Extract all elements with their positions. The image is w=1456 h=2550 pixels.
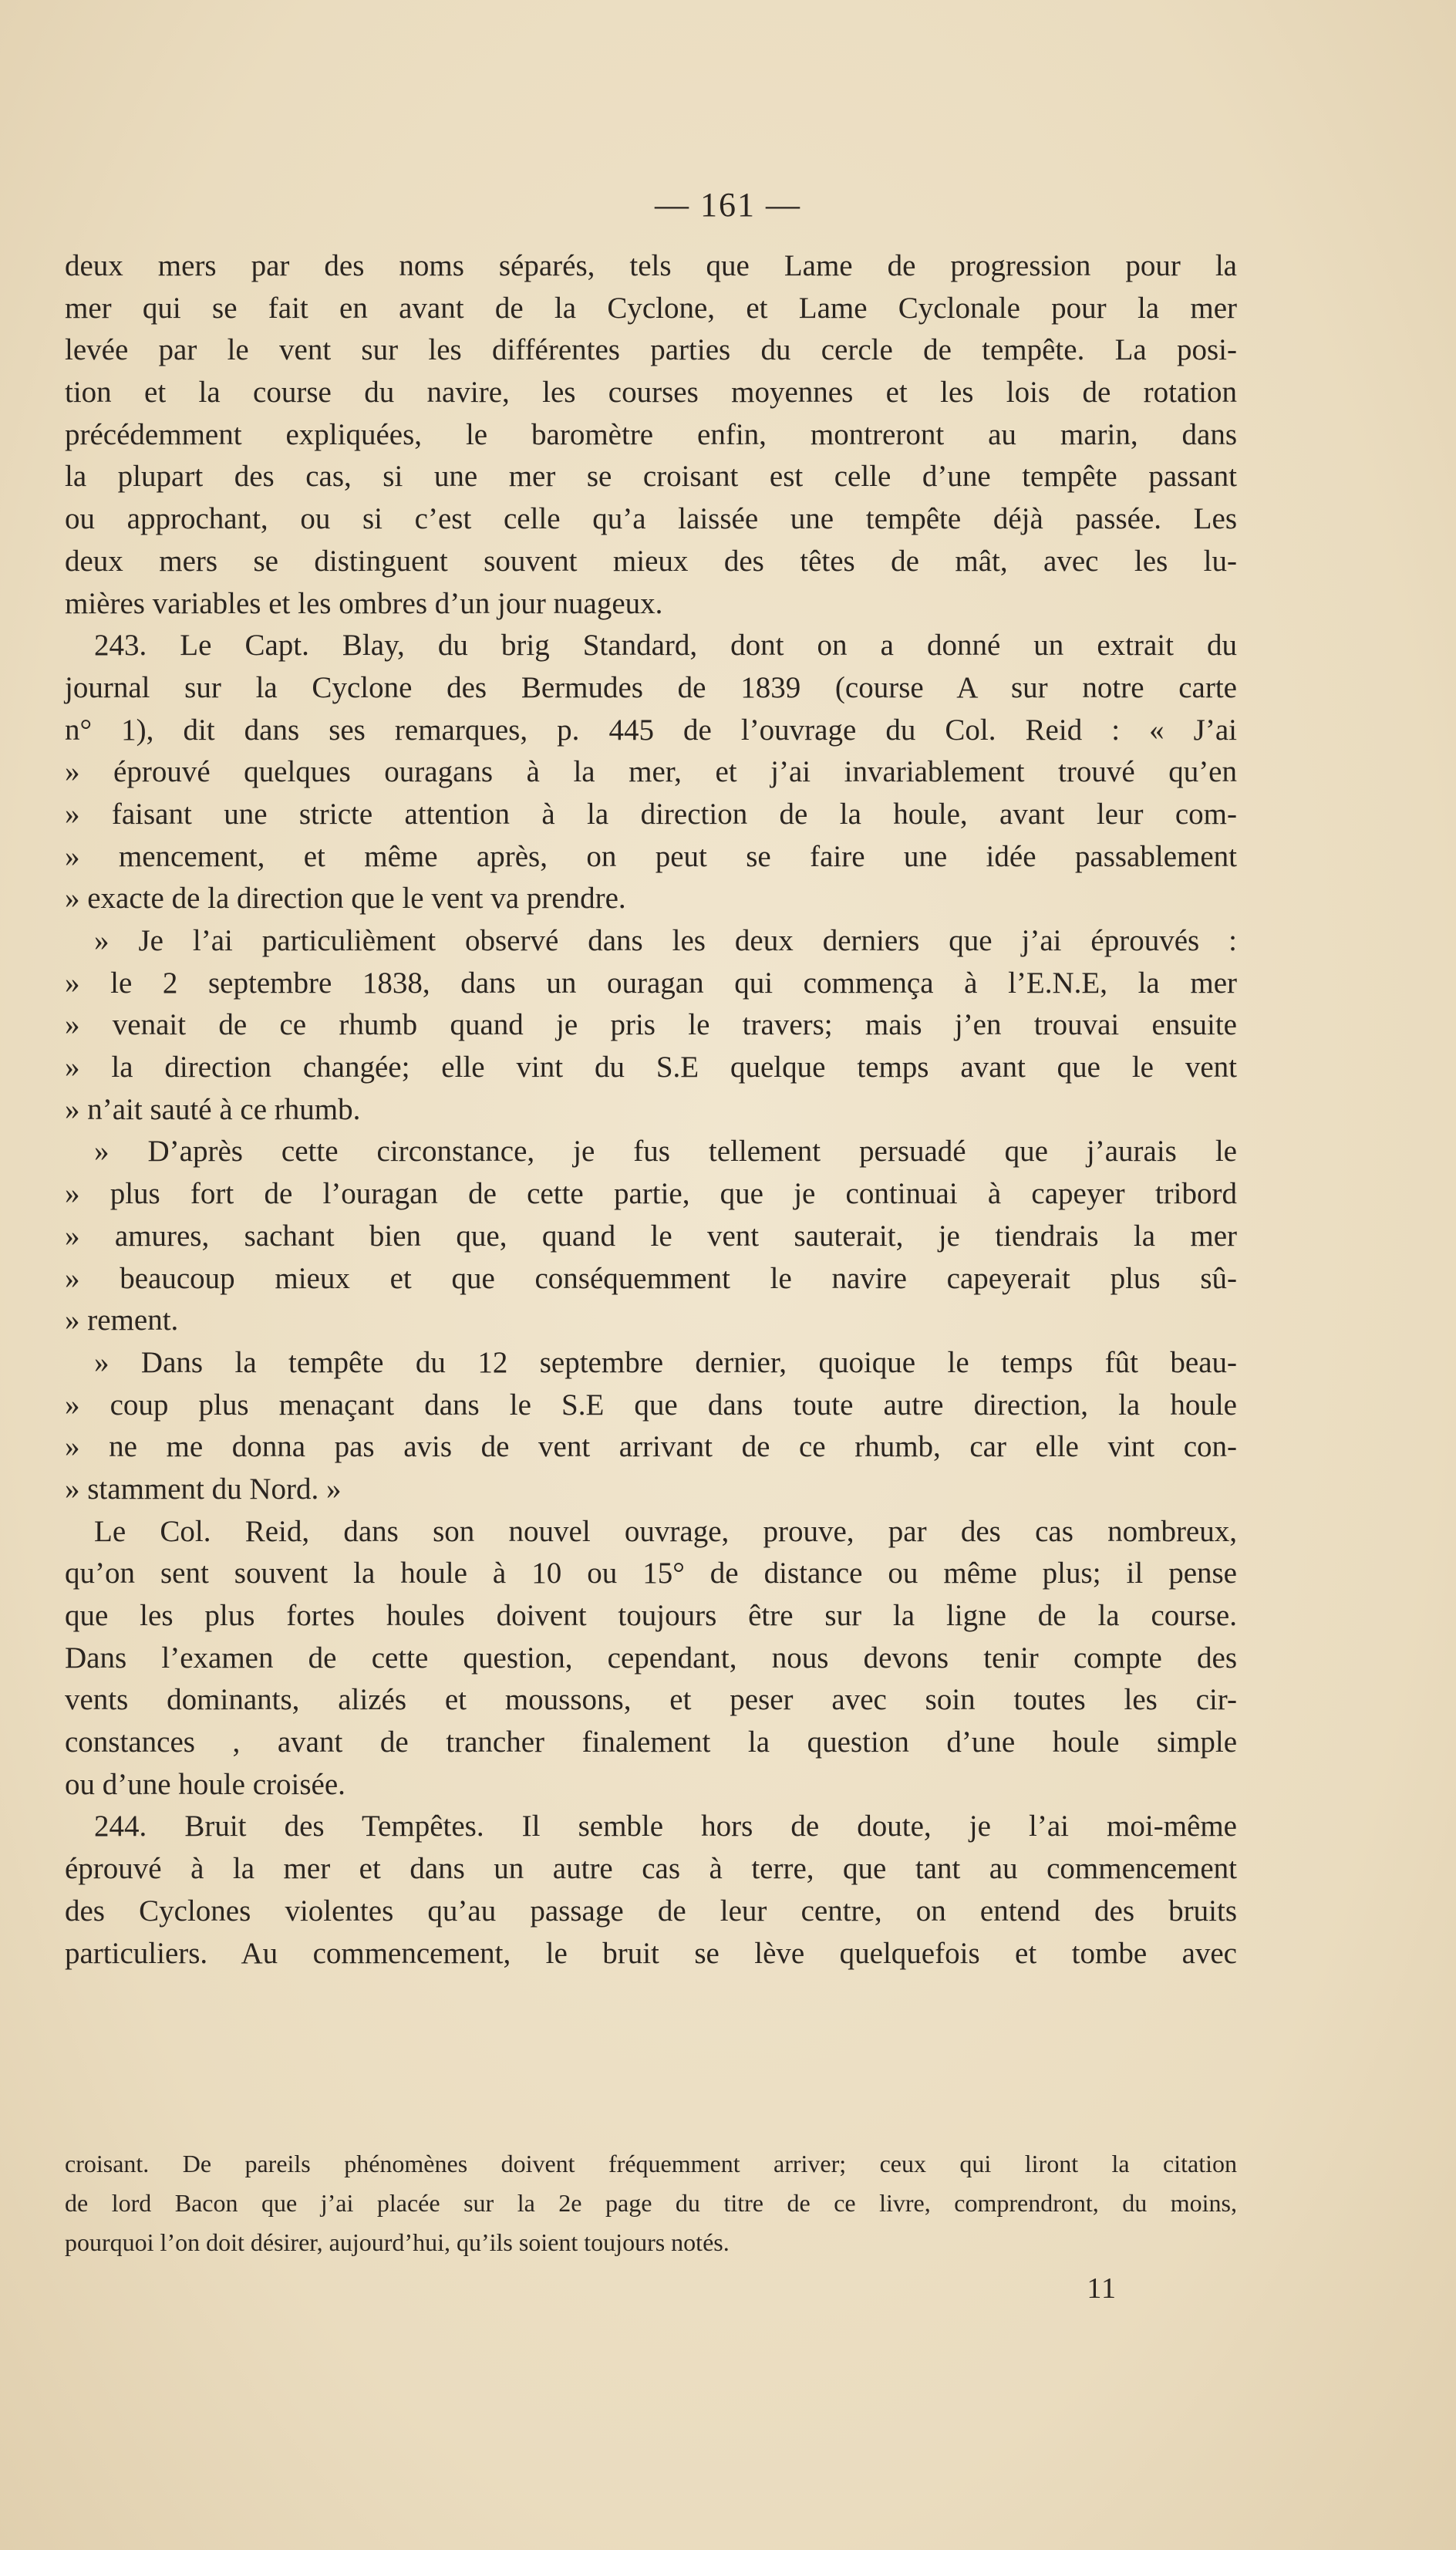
- page-number: — 161 —: [655, 186, 801, 224]
- footnote: [65, 2144, 1237, 2262]
- text-line: que les plus fortes houles doivent toujours être sur la ligne de la course.: [65, 1599, 1237, 1632]
- text-line: » ne me donna pas avis de vent arrivant de ce rhumb, car elle vint con-: [65, 1430, 1237, 1464]
- text-line: éprouvé à la mer et dans un autre cas à terre, que tant au commencement: [65, 1852, 1237, 1886]
- text-line: » exacte de la direction que le vent va prendre.: [65, 882, 626, 916]
- footnote-line: de lord Bacon que j’ai placée sur la 2e page du titre de ce livre, comprendront, du moins,: [65, 2189, 1237, 2217]
- text-line: » le 2 septembre 1838, dans un ouragan qui commença à l’E.N.E, la mer: [65, 966, 1237, 1000]
- text-line: » Dans la tempête du 12 septembre dernier, quoique le temps fût beau-: [94, 1345, 1237, 1379]
- text-line: ou d’une houle croisée.: [65, 1767, 345, 1801]
- text-line: qu’on sent souvent la houle à 10 ou 15° de distance ou même plus; il pense: [65, 1557, 1237, 1590]
- text-line: » faisant une stricte attention à la direction de la houle, avant leur com-: [65, 797, 1237, 831]
- footnote-line: pourquoi l’on doit désirer, aujourd’hui, qu’ils soient toujours notés.: [65, 2228, 730, 2256]
- text-line: ou approchant, ou si c’est celle qu’a laissée une tempête déjà passée. Les: [65, 502, 1237, 536]
- text-line: » beaucoup mieux et que conséquemment le navire capeyerait plus sû-: [65, 1261, 1237, 1295]
- text-line: » venait de ce rhumb quand je pris le travers; mais j’en trouvai ensuite: [65, 1008, 1237, 1042]
- text-line: levée par le vent sur les différentes parties du cercle de tempête. La posi-: [65, 333, 1237, 367]
- text-line: 244. Bruit des Tempêtes. Il semble hors de doute, je l’ai moi-même: [94, 1810, 1237, 1843]
- text-line: Dans l’examen de cette question, cependant, nous devons tenir compte des: [65, 1641, 1237, 1675]
- signature-mark: 11: [1087, 2272, 1117, 2305]
- body-text: [65, 245, 1237, 1975]
- text-line: » coup plus menaçant dans le S.E que dans toute autre direction, la houle: [65, 1388, 1237, 1422]
- text-line: journal sur la Cyclone des Bermudes de 1839 (course A sur notre carte: [65, 670, 1237, 704]
- text-line: » amures, sachant bien que, quand le vent sauterait, je tiendrais la mer: [65, 1219, 1237, 1253]
- text-line: » rement.: [65, 1304, 179, 1337]
- text-line: » plus fort de l’ouragan de cette partie, que je continuai à capeyer tribord: [65, 1177, 1237, 1211]
- text-line: Le Col. Reid, dans son nouvel ouvrage, prouve, par des cas nombreux,: [94, 1514, 1237, 1548]
- text-line: » D’après cette circonstance, je fus tellement persuadé que j’aurais le: [94, 1135, 1237, 1169]
- text-line: précédemment expliquées, le baromètre enfin, montreront au marin, dans: [65, 417, 1237, 451]
- text-line: vents dominants, alizés et moussons, et peser avec soin toutes les cir-: [65, 1683, 1237, 1717]
- text-line: » n’ait sauté à ce rhumb.: [65, 1092, 361, 1126]
- text-line: » Je l’ai particulièment observé dans les deux derniers que j’ai éprouvés :: [94, 924, 1237, 957]
- footnote-line: croisant. De pareils phénomènes doivent fréquemment arriver; ceux qui liront la citation: [65, 2150, 1237, 2177]
- text-line: n° 1), dit dans ses remarques, p. 445 de l’ouvrage du Col. Reid : « J’ai: [65, 713, 1237, 747]
- text-line: des Cyclones violentes qu’au passage de leur centre, on entend des bruits: [65, 1894, 1237, 1928]
- text-line: 243. Le Capt. Blay, du brig Standard, dont on a donné un extrait du: [94, 629, 1237, 663]
- text-line: deux mers par des noms séparés, tels que Lame de progression pour la: [65, 249, 1237, 282]
- text-line: mer qui se fait en avant de la Cyclone, et Lame Cyclonale pour la mer: [65, 291, 1237, 325]
- text-line: constances , avant de trancher finalement la question d’une houle simple: [65, 1725, 1237, 1759]
- text-line: deux mers se distinguent souvent mieux des têtes de mât, avec les lu-: [65, 544, 1237, 578]
- text-line: » éprouvé quelques ouragans à la mer, et j’ai invariablement trouvé qu’en: [65, 755, 1237, 789]
- text-line: particuliers. Au commencement, le bruit se lève quelquefois et tombe avec: [65, 1936, 1237, 1970]
- text-line: » mencement, et même après, on peut se faire une idée passablement: [65, 839, 1237, 873]
- text-line: tion et la course du navire, les courses moyennes et les lois de rotation: [65, 376, 1237, 410]
- text-line: mières variables et les ombres d’un jour nuageux.: [65, 586, 663, 620]
- text-line: » stamment du Nord. »: [65, 1472, 342, 1506]
- text-line: la plupart des cas, si une mer se croisant est celle d’une tempête passant: [65, 460, 1237, 494]
- text-line: » la direction changée; elle vint du S.E quelque temps avant que le vent: [65, 1051, 1237, 1084]
